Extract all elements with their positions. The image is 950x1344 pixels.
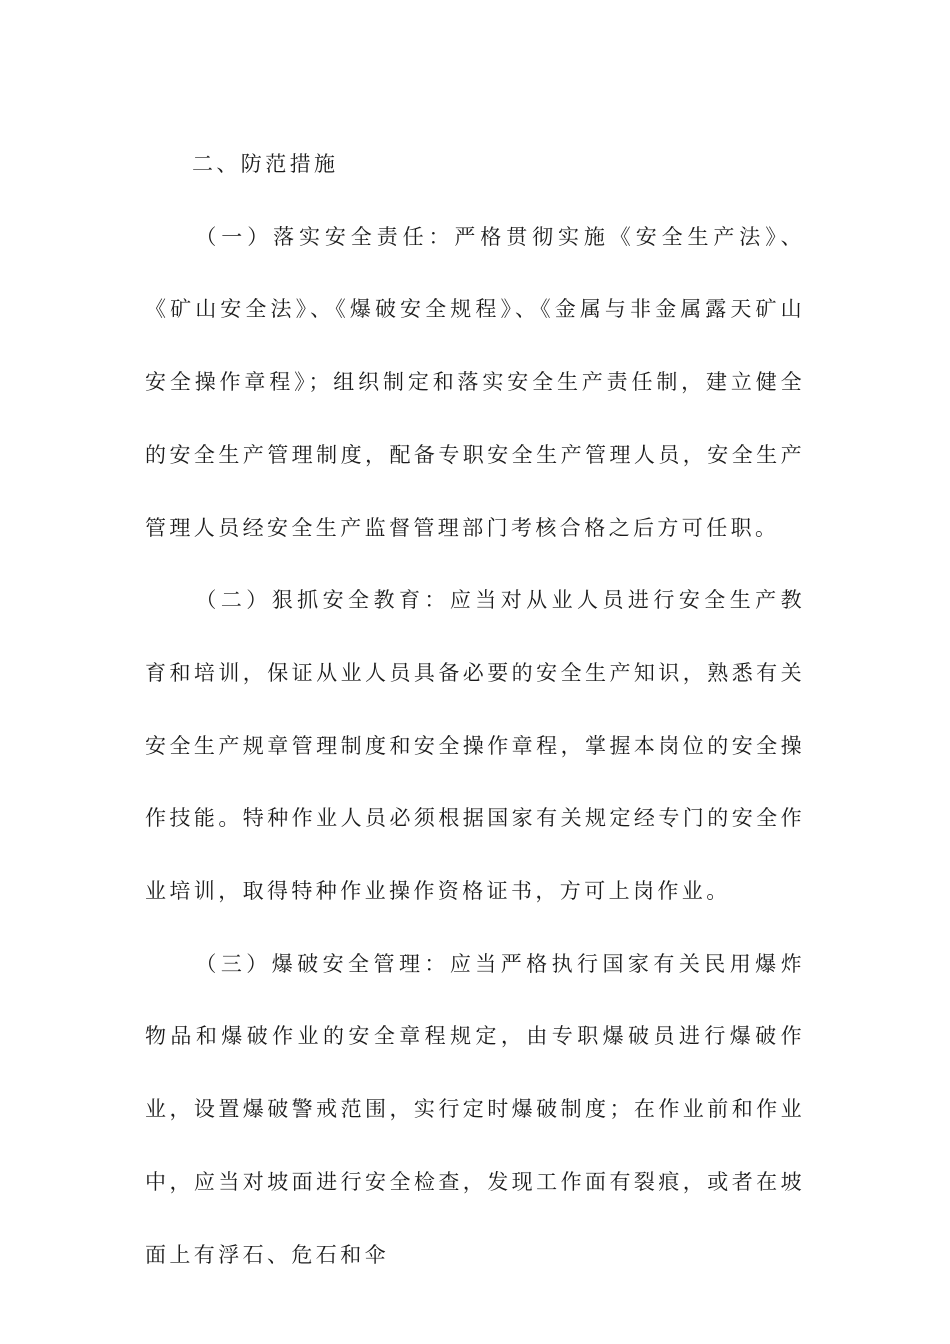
paragraph-blasting-management: （三）爆破安全管理：应当严格执行国家有关民用爆炸物品和爆破作业的安全章程规定，由专职爆破员进行爆破作业，设置爆破警戒范围，实行定时爆破制度；在作业前和作业中，应当对坡面进行安全检查，发现工作面有裂痕，或者在坡面上有浮石、危石和伞 bbox=[145, 951, 805, 1267]
document-body bbox=[145, 128, 805, 1291]
paragraph-safety-education: （二）狠抓安全教育：应当对从业人员进行安全生产教育和培训，保证从业人员具备必要的安全生产知识，熟悉有关安全生产规章管理制度和安全操作章程，掌握本岗位的安全操作技能。特种作业人员必须根据国家有关规定经专门的安全作业培训，取得特种作业操作资格证书，方可上岗作业。 bbox=[145, 588, 805, 904]
section-heading: 二、防范措施 bbox=[192, 152, 339, 176]
paragraph-safety-responsibility: （一）落实安全责任：严格贯彻实施《安全生产法》、《矿山安全法》、《爆破安全规程》、《金属与非金属露天矿山安全操作章程》；组织制定和落实安全生产责任制，建立健全的安全生产管理制度，配备专职安全生产管理人员，安全生产管理人员经安全生产监督管理部门考核合格之后方可任职。 bbox=[145, 224, 805, 540]
